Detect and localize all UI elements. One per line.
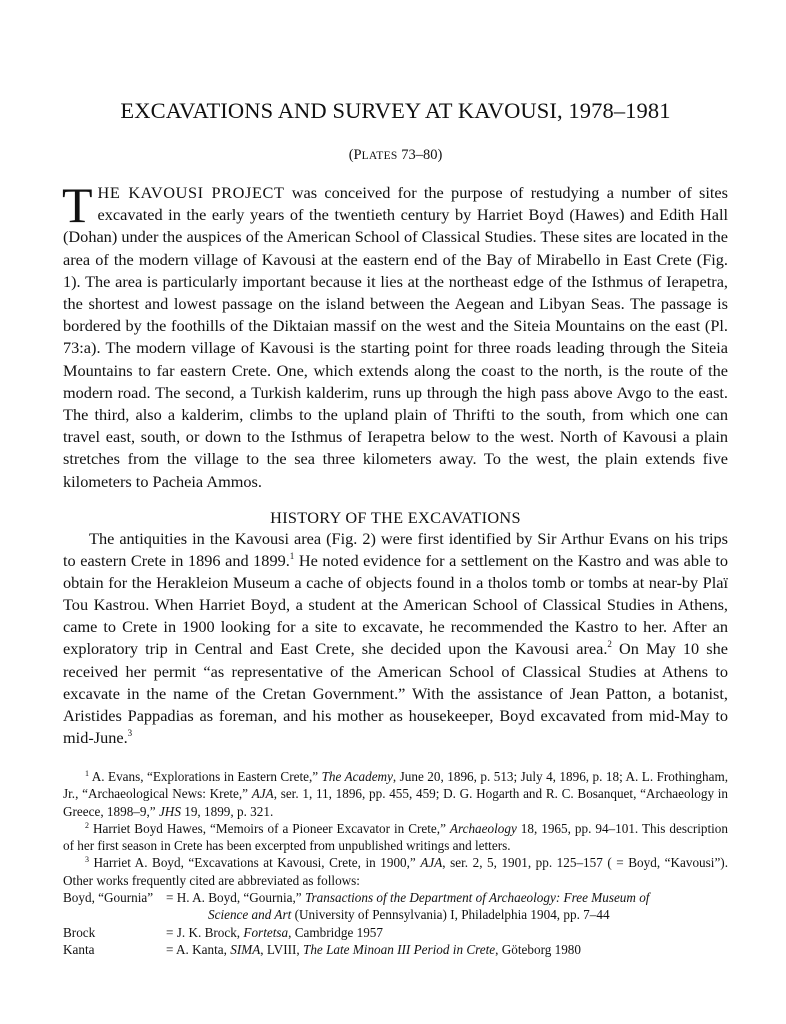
abbreviation-gournia-cont <box>63 906 728 923</box>
drop-cap: T <box>62 177 93 233</box>
abbreviation-kanta <box>63 941 728 958</box>
plates-open: (P <box>348 147 362 163</box>
footnote-2-text-a: Harriet Boyd Hawes, “Memoirs of a Pioneer Excavator in Crete,” <box>89 820 450 836</box>
kanta-def-d: The Late Minoan III Period in Crete <box>302 941 496 957</box>
footnote-number-2: 2 <box>85 820 89 830</box>
footnote-ref-1[interactable]: 1 <box>289 551 295 562</box>
footnote-1-journal-jhs: JHS <box>158 803 181 819</box>
footnotes <box>63 768 728 958</box>
abbreviation-brock <box>63 924 728 941</box>
footnote-number-1: 1 <box>85 769 89 778</box>
history-text-1: The antiquities in the Kavousi area (Fig. 2) were first identified by Sir Arthur Evans on his trips to eastern Crete in 1896 and 1899. <box>63 529 728 571</box>
footnote-1 <box>63 768 728 820</box>
footnote-2 <box>63 820 728 855</box>
abbreviation-def-brock <box>166 924 383 941</box>
footnote-3 <box>63 854 728 889</box>
brock-def-b: Fortetsa <box>243 924 289 940</box>
abbreviation-term-brock: Brock <box>63 924 96 940</box>
article-title: EXCAVATIONS AND SURVEY AT KAVOUSI, 1978–1981 <box>120 98 671 123</box>
gournia-def-d: (University of Pennsylvania) I, Philadelphia 1904, pp. 7–44 <box>291 907 610 923</box>
footnote-1-journal-academy: The Academy <box>321 769 393 784</box>
footnote-number-3: 3 <box>85 855 89 865</box>
abbreviation-def-gournia-cont <box>208 906 610 923</box>
abbreviation-def-kanta <box>166 941 581 958</box>
footnote-ref-2[interactable]: 2 <box>607 639 612 650</box>
gournia-def-a: = H. A. Boyd, “Gournia,” <box>166 890 305 906</box>
history-paragraph <box>63 528 728 749</box>
abbreviation-def-gournia <box>166 889 649 906</box>
kanta-def-b: SIMA <box>230 941 261 957</box>
brock-def-a: = J. K. Brock, <box>166 924 244 940</box>
section-heading-history: HISTORY OF THE EXCAVATIONS <box>270 508 521 527</box>
intro-paragraph <box>62 177 728 493</box>
brock-def-c: , Cambridge 1957 <box>288 924 383 940</box>
abbreviation-term-kanta: Kanta <box>63 941 95 957</box>
footnote-1-text-c: , June 20, 1896, p. 513; July 4, 1896, p. 18; A. L. Frothingham, Jr., “Archaeological News: Krete,” <box>63 769 729 802</box>
plates-range: 73–80) <box>397 147 443 163</box>
kanta-def-e: , Göteborg 1980 <box>495 941 581 957</box>
footnote-3-journal-aja: AJA <box>420 855 443 871</box>
footnote-3-text-a: Harriet A. Boyd, “Excavations at Kavousi, Crete, in 1900,” <box>89 855 421 871</box>
kanta-def-c: , LVIII, <box>260 941 303 957</box>
footnote-1-text-g: 19, 1899, p. 321. <box>180 803 274 819</box>
footnote-ref-3[interactable]: 3 <box>127 727 133 738</box>
footnote-1-text-a: A. Evans, “Explorations in Eastern Crete,” <box>89 769 322 784</box>
history-text-2: He noted evidence for a settlement on the Kastro and was able to obtain for the Herakleion Museum a cache of objects found in a tholos tomb or tombs at near-by Plaï Tou Kastrou. When Harriet Boyd, a student at the American School of Classical Studies in Athens, came to Crete in 1900 looking for a site to excavate, he recommended the Kastro to her. After an exploratory trip in Central and East Crete, she decided upon the Kavousi area. <box>63 551 728 659</box>
plates-small-caps: LATES <box>361 150 398 162</box>
intro-text: was conceived for the purpose of restudying a number of sites excavated in the early years of the twentieth century by Harriet Boyd (Hawes) and Edith Hall (Dohan) under the auspices of the American School of Classical Studies. These sites are located in the area of the modern village of Kavousi at the eastern end of the Bay of Mirabello in East Crete (Fig. 1). The area is particularly important because it lies at the northeast edge of the Isthmus of Ierapetra, the shortest and lowest passage on the island between the Aegean and Libyan Seas. The passage is bordered by the foothills of the Diktaian massif on the west and the Siteia Mountains on the east (Pl. 73:a). The modern village of Kavousi is the starting point for three roads leading through the Siteia Mountains to far eastern Crete. One, which extends along the coast to the north, is the route of the modern road. The second, a Turkish kalderim, runs up through the high pass above Avgo to the east. The third, also a kalderim, climbs to the upland plain of Thrifti to the south, from which one can travel east, south, or down to the Isthmus of Ierapetra below to the west. North of Kavousi a plain stretches from the village to the sea three kilometers away. To the west, the plain extends five kilometers to Pacheia Ammos. <box>63 183 728 491</box>
footnote-1-journal-aja: AJA <box>251 786 274 802</box>
abbreviation-term-gournia: Boyd, “Gournia” <box>63 890 154 906</box>
footnote-2-text-c: 18, 1965, pp. 94–101. This description of her first season in Crete has been excerpted from unpublished writings and letters. <box>63 820 728 854</box>
gournia-def-c: Science and Art <box>208 907 292 923</box>
plates-reference <box>63 147 728 164</box>
footnote-2-journal-archaeology: Archaeology <box>449 820 517 836</box>
footnote-1-text-e: , ser. 1, 11, 1896, pp. 455, 459; D. G. Hogarth and R. C. Bosanquet, “Archaeology in Greece, 1898–9,” <box>63 786 728 819</box>
kanta-def-a: = A. Kanta, <box>166 941 231 957</box>
gournia-def-b: Transactions of the Department of Archaeology: Free Museum of <box>304 890 650 906</box>
intro-lead: HE KAVOUSI PROJECT <box>97 183 285 202</box>
abbreviation-gournia <box>63 889 728 906</box>
history-text-3: On May 10 she received her permit “as representative of the American School of Classical Studies at Athens to excavate in the name of the Cretan Government.” With the assistance of Jean Patton, a botanist, Aristides Pappadias as foreman, and his mother as housekeeper, Boyd excavated from mid-May to mid-June. <box>63 639 728 747</box>
footnote-3-text-c: , ser. 2, 5, 1901, pp. 125–157 ( = Boyd, “Kavousi”). Other works frequently cited are abbreviated as follows: <box>63 855 728 888</box>
